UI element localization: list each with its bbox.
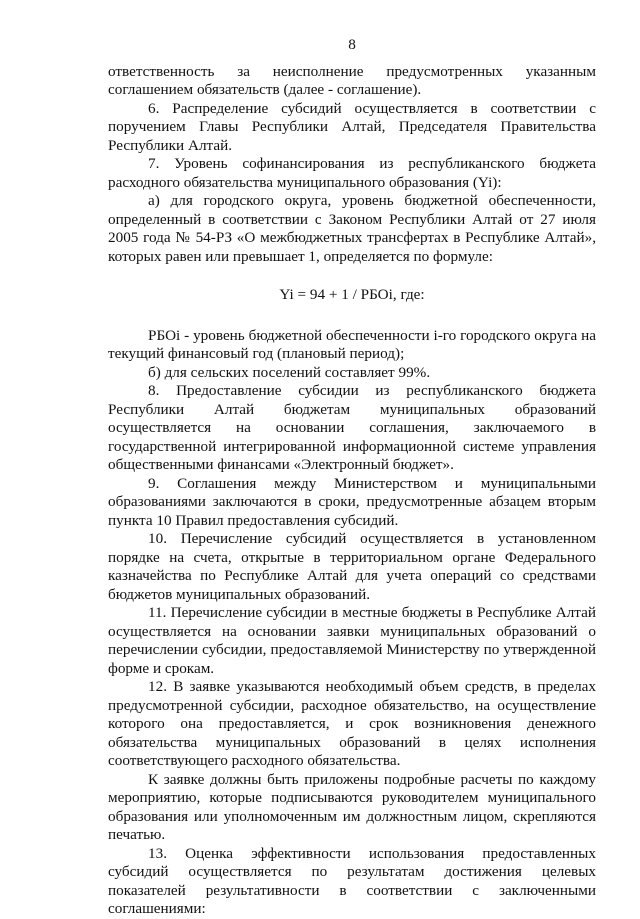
document-page <box>108 36 596 919</box>
paragraph-12-attachments: К заявке должны быть приложены подробные расчеты по каждому мероприятию, которые подписываются руководителем муниципального образования или уполномоченным им должностным лицом, скрепляются печатью. <box>108 770 596 843</box>
formula: Yi = 94 + 1 / РБОi, где: <box>279 286 425 303</box>
paragraph-7b: б) для сельских поселений составляет 99%. <box>148 363 431 381</box>
paragraph-11: 11. Перечисление субсидии в местные бюджеты в Республике Алтай осуществляется на основании заявки муниципальных образований о перечислении субсидии, предоставляемой Министерству по утвержденной форме и срокам. <box>108 604 596 677</box>
paragraph-continuation: ответственность за неисполнение предусмотренных указанным соглашением обязательств (далее - соглашение). <box>108 62 596 98</box>
paragraph-rboi-definition: РБОi - уровень бюджетной обеспеченности i-го городского округа на текущий финансовый год (плановый период); <box>108 326 596 362</box>
paragraph-12: 12. В заявке указываются необходимый объем средств, в пределах предусмотренной субсидии, расходное обязательство, на осуществление которого она предоставляется, и срок возникновения денежного обязательства муниципальных образований в целях исполнения соответствующего расходного обязательства. <box>108 678 596 769</box>
paragraph-9: 9. Соглашения между Министерством и муниципальными образованиями заключаются в сроки, предусмотренные абзацем вторым пункта 10 Правил предоставления субсидий. <box>108 474 596 529</box>
paragraph-7: 7. Уровень софинансирования из республиканского бюджета расходного обязательства муниципального образования (Yi): <box>108 155 596 191</box>
paragraph-10: 10. Перечисление субсидий осуществляется в установленном порядке на счета, открытые в территориальном органе Федерального казначейства по Республике Алтай для учета операций со средствами бюджетов муниципальных образований. <box>108 530 596 603</box>
paragraph-6: 6. Распределение субсидий осуществляется в соответствии с поручением Главы Республики Алтай, Председателя Правительства Республики Алтай. <box>108 99 596 154</box>
paragraph-13: 13. Оценка эффективности использования предоставленных субсидий осуществляется по результатам достижения целевых показателей результативности в соответствии с заключенными соглашениями: <box>108 844 596 917</box>
paragraph-8: 8. Предоставление субсидии из республиканского бюджета Республики Алтай бюджетам муниципальных образований осуществляется на основании соглашения, заключаемого в государственной интегрированной информационной системе управления общественными финансами «Электронный бюджет». <box>108 382 596 473</box>
page-number: 8 <box>348 36 356 53</box>
paragraph-7a: а) для городского округа, уровень бюджетной обеспеченности, определенный в соответствии с Законом Республики Алтай от 27 июля 2005 года № 54-РЗ «О межбюджетных трансфертах в Республике Алтай», которых равен или превышает 1, определяется по формуле: <box>108 192 596 265</box>
